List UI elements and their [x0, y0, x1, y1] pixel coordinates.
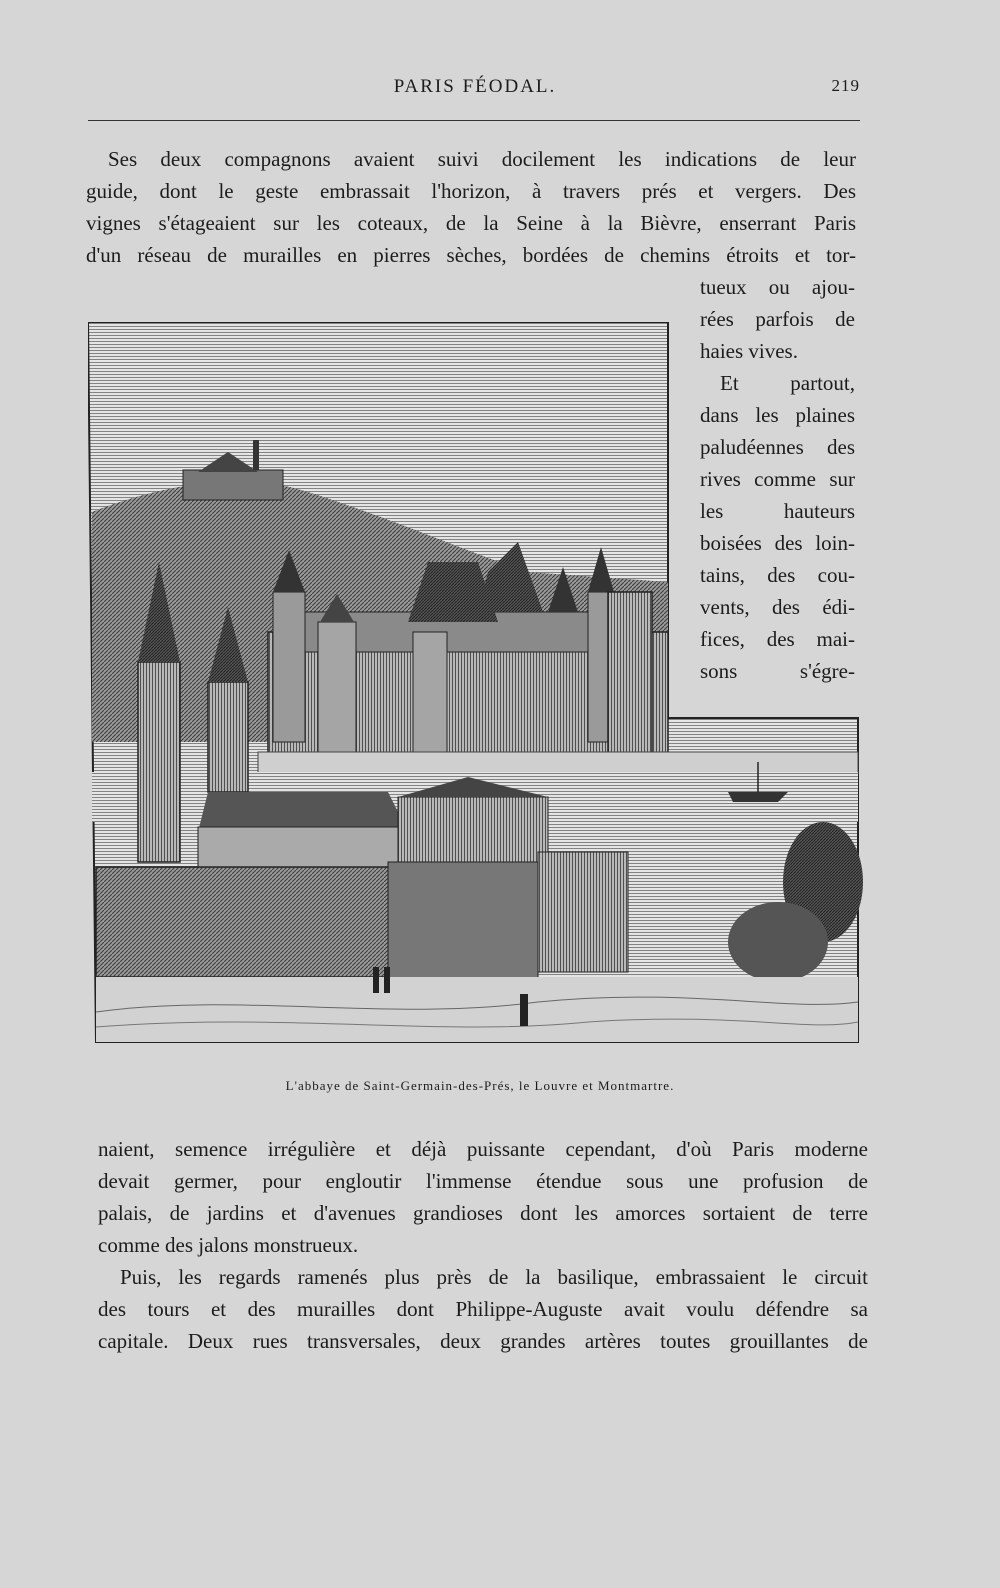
text-line: Ses deux compagnons avaient suivi docilement les indications de leur — [108, 147, 856, 171]
side-text-line: boisées des loin- — [700, 531, 855, 555]
side-text-line: rives comme sur — [700, 467, 855, 491]
text-line: vignes s'étageaient sur les coteaux, de la Seine à la Bièvre, enserrant Paris — [86, 211, 856, 235]
running-head — [90, 72, 860, 102]
text-line: palais, de jardins et d'avenues grandioses dont les amorces sortaient de terre — [98, 1201, 868, 1225]
text-line: naient, semence irrégulière et déjà puissante cependant, d'où Paris moderne — [98, 1137, 868, 1161]
running-title: PARIS FÉODAL. — [393, 76, 557, 97]
side-text-line: sons s'égre- — [700, 659, 855, 683]
side-text-line: dans les plaines — [700, 403, 855, 427]
text-line: devait germer, pour engloutir l'immense étendue sous une profusion de — [98, 1169, 868, 1193]
side-text-line: tains, des cou- — [700, 563, 855, 587]
text-line: des tours et des murailles dont Philippe-Auguste avait voulu défendre sa — [98, 1297, 868, 1321]
text-line: Puis, les regards ramenés plus près de la basilique, embrassaient le circuit — [120, 1265, 868, 1289]
page-number: 219 — [831, 76, 860, 95]
text-line: comme des jalons monstrueux. — [98, 1233, 359, 1257]
text-line: guide, dont le geste embrassait l'horizon, à travers prés et vergers. Des — [86, 179, 856, 203]
side-text-line: Et partout, — [720, 371, 855, 395]
side-text-line: fices, des mai- — [700, 627, 855, 651]
text-line: capitale. Deux rues transversales, deux grandes artères toutes grouillantes de — [98, 1329, 868, 1353]
side-text-line: les hauteurs — [700, 499, 855, 523]
side-text-line: tueux ou ajou- — [700, 275, 855, 299]
side-text-line: vents, des édi- — [700, 595, 855, 619]
text-line: d'un réseau de murailles en pierres sèches, bordées de chemins étroits et tor- — [86, 243, 856, 267]
side-text-line: haies vives. — [700, 339, 798, 363]
figure-caption: L'abbaye de Saint-Germain-des-Prés, le Louvre et Montmartre. — [285, 1078, 675, 1093]
side-text-line: paludéennes des — [700, 435, 855, 459]
header-rule — [88, 120, 860, 121]
side-text-line: rées parfois de — [700, 307, 855, 331]
engraving-illustration — [88, 322, 868, 1070]
